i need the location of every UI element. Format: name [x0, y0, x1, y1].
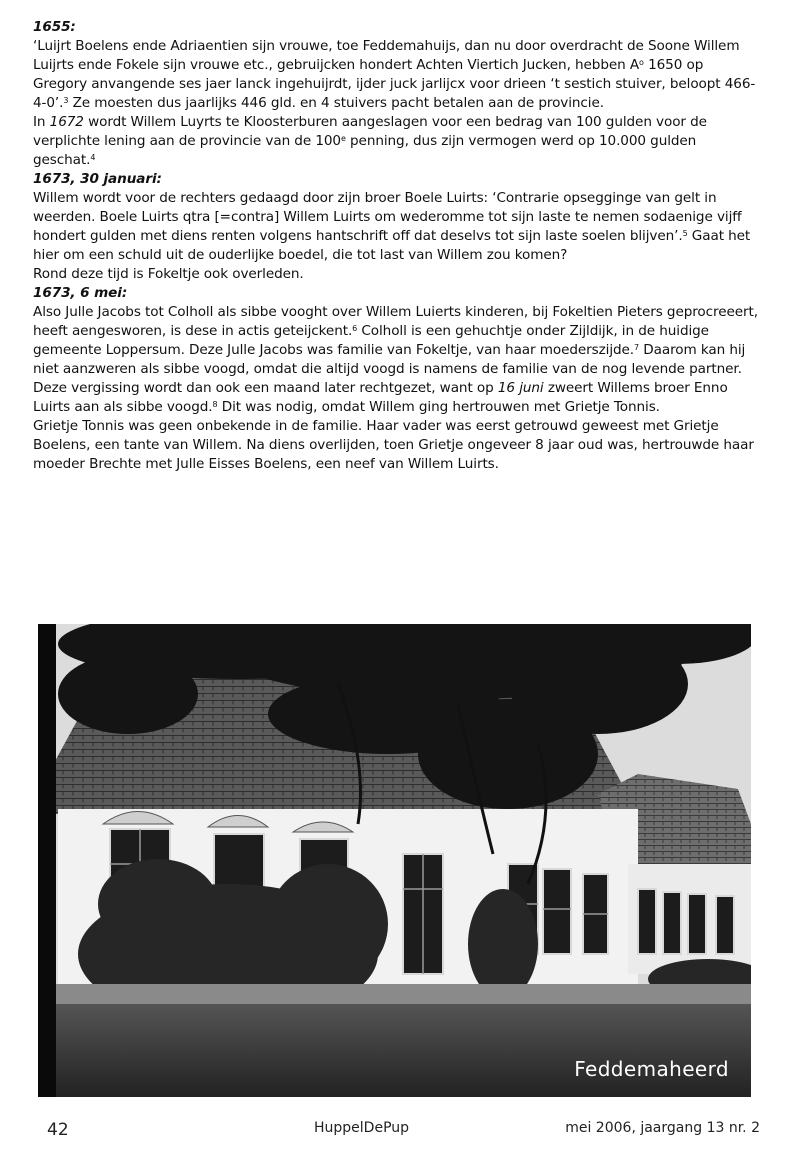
quote-text: ‘Luijrt Boelens ende Adriaentien sijn vrouwe, toe Feddemahuijs, dan nu door overdracht de Soone Willem Luijrts ende Fokele sijn vrouwe etc., gebruijcken hondert Achten Viertich Jucken, hebben A — [33, 38, 740, 73]
shrub — [468, 889, 538, 999]
article-body — [33, 18, 759, 474]
paragraph-text: Daarom kan hij niet aanzweren als sibbe voogd, omdat die altijd voogd is namens de familie van de nog levende partner. Deze vergissing wordt dan ook een maand later rechtgezet, want op — [33, 342, 746, 396]
paragraph-text: Willem wordt voor de rechters gedaagd door zijn broer Boele Luirts: ‘Contrarie opsegginge van gelt in weerden. Boele Luirts qtra [=contra] Willem Luirts om wederomme tot sijn laste te nemen sodaenige vijff hondert gulden met diens renten volgens hantschrift off dat deselvs tot sijn laste soelen blijven’. — [33, 190, 742, 244]
paragraph-text: Also Julle Jacobs tot Colholl als sibbe vooght over Willem Luierts kinderen, bij Fokeltien Pieters geprocreeert, heeft aengesworen, is dese in actis geteijckent. — [33, 304, 758, 339]
heading-1673-30-januari: 1673, 30 januari: — [33, 171, 162, 187]
window — [543, 869, 571, 954]
year-1672: 1672 — [49, 114, 84, 130]
paragraph-text: Colholl is een gehuchtje onder Zijldijk, in de huidige gemeente Loppersum. Deze Julle Jacobs was familie van Fokeltje, van haar moederszijde. — [33, 323, 709, 358]
footnote-ref-8: 8 — [212, 400, 218, 409]
photo-illustration — [38, 624, 751, 1097]
paragraph-rechters — [33, 189, 759, 265]
paragraph-text: Dit was nodig, omdat Willem ging hertrouwen met Grietje Tonnis. — [217, 399, 660, 415]
lawn — [38, 1004, 751, 1097]
tree-trunk — [38, 624, 56, 1097]
footnote-ref-7: 7 — [634, 343, 640, 352]
magazine-name: HuppelDePup — [314, 1120, 410, 1136]
window — [638, 889, 656, 954]
shrub — [98, 859, 218, 949]
paragraph-text: Ze moesten dus jaarlijks 446 gld. en 4 stuivers pacht betalen aan de provincie. — [68, 95, 604, 111]
paragraph-text: wordt Willem Luyrts te Kloosterburen aangeslagen voor een bedrag van 100 gulden voor de verplichte lening aan de provincie van de 100 — [33, 114, 707, 149]
paragraph-text: penning, dus zijn vermogen werd op 10.000 gulden geschat. — [33, 133, 697, 168]
paragraph-text: In — [33, 114, 50, 130]
issue-info: mei 2006, jaargang 13 nr. 2 — [565, 1120, 760, 1136]
window — [663, 892, 681, 954]
paragraph-text: zweert Willems broer Enno Luirts aan als sibbe voogd. — [33, 380, 728, 415]
superscript: o — [639, 58, 644, 67]
photo-caption: Feddemaheerd — [574, 1057, 729, 1081]
shrub — [268, 864, 388, 984]
footnote-ref-4: 4 — [90, 153, 96, 162]
window — [716, 896, 734, 954]
date-16-juni: 16 juni — [497, 380, 544, 396]
paragraph-fokeltje: Rond deze tijd is Fokeltje ook overleden. — [33, 266, 304, 282]
paragraph-1672 — [33, 113, 759, 170]
paragraph-voogd — [33, 303, 759, 417]
superscript: e — [340, 134, 346, 143]
window — [688, 894, 706, 954]
footnote-ref-3: 3 — [63, 96, 69, 105]
heading-1673-6-mei: 1673, 6 mei: — [33, 285, 128, 301]
paragraph-text: Gaat het hier om een schuld uit de ouderlijke boedel, die tot last van Willem zou komen? — [33, 228, 751, 263]
footnote-ref-6: 6 — [352, 324, 358, 333]
paragraph-grietje: Grietje Tonnis was geen onbekende in de familie. Haar vader was eerst getrouwd geweest met Grietje Boelens, een tante van Willem. Na diens overlijden, toen Grietje ongeveer 8 jaar oud was, hertrouwde haar moeder Brechte met Julle Eisses Boelens, een neef van Willem Luirts. — [33, 418, 754, 472]
paragraph-pacht — [33, 37, 759, 113]
photo-feddemaheerd — [38, 624, 751, 1097]
quote-text: 1650 op Gregory anvangende ses jaer lanck ingehuijrdt, ijder juck jarlijcx voor drieen ‘t sestich stuiver, beloopt 466-4-0’. — [33, 57, 756, 111]
foliage — [58, 654, 198, 734]
page-number: 42 — [47, 1120, 69, 1140]
footnote-ref-5: 5 — [682, 229, 688, 238]
heading-1655: 1655: — [33, 19, 76, 35]
